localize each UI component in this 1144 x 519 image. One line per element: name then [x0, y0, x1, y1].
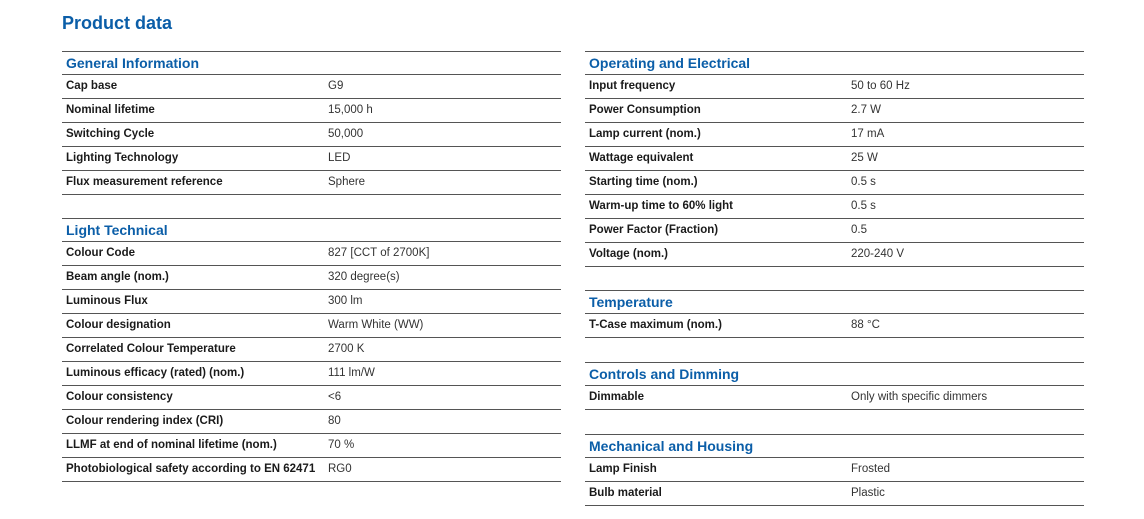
table-row [62, 458, 561, 482]
row-label: Starting time (nom.) [589, 176, 698, 188]
row-label: Wattage equivalent [589, 152, 694, 164]
row-value: 50 to 60 Hz [851, 80, 910, 92]
table-row [62, 290, 561, 314]
table-row [585, 147, 1084, 171]
operating-electrical-section [585, 51, 1084, 267]
row-value: Plastic [851, 487, 885, 499]
row-label: Warm-up time to 60% light [589, 200, 733, 212]
mechanical-housing-section [585, 434, 1084, 506]
table-row [62, 362, 561, 386]
table-row [62, 242, 561, 266]
table-row [62, 314, 561, 338]
row-value: 70 % [328, 439, 355, 451]
row-value: 827 [CCT of 2700K] [328, 247, 430, 259]
row-value: <6 [328, 391, 342, 403]
section-header [62, 51, 561, 75]
row-value: 25 W [851, 152, 878, 164]
table-row [585, 75, 1084, 99]
light-technical-section [62, 218, 561, 482]
section-header [585, 362, 1084, 386]
table-row [62, 147, 561, 171]
row-label: Bulb material [589, 487, 662, 499]
section-header [585, 434, 1084, 458]
row-label: Cap base [66, 80, 118, 92]
row-label: Flux measurement reference [66, 176, 223, 188]
row-value: Frosted [851, 463, 890, 475]
table-row [585, 123, 1084, 147]
row-value: 88 °C [851, 319, 880, 331]
row-label: Correlated Colour Temperature [66, 343, 236, 355]
row-value: 2.7 W [851, 104, 882, 116]
section-title: Mechanical and Housing [589, 438, 754, 454]
row-value: 0.5 s [851, 200, 876, 212]
section-title: Light Technical [66, 222, 168, 238]
table-row [585, 99, 1084, 123]
row-label: Colour rendering index (CRI) [66, 415, 224, 427]
row-value: LED [328, 152, 351, 164]
row-label: Lamp current (nom.) [589, 128, 701, 140]
general-information-section [62, 51, 561, 195]
row-value: 80 [328, 415, 341, 427]
table-row [585, 458, 1084, 482]
row-label: Luminous Flux [66, 295, 148, 307]
row-label: Lamp Finish [589, 463, 657, 475]
table-row [585, 482, 1084, 506]
table-row [62, 386, 561, 410]
table-row [62, 338, 561, 362]
table-row [62, 434, 561, 458]
row-value: 15,000 h [328, 104, 373, 116]
page-title: Product data [62, 13, 173, 33]
row-value: 50,000 [328, 128, 364, 140]
row-label: Colour designation [66, 319, 171, 331]
row-label: Colour Code [66, 247, 135, 259]
row-label: Power Consumption [589, 104, 701, 116]
row-label: Lighting Technology [66, 152, 179, 164]
row-value: 0.5 [851, 224, 867, 236]
row-label: LLMF at end of nominal lifetime (nom.) [66, 439, 277, 451]
row-label: Switching Cycle [66, 128, 155, 140]
row-label: Colour consistency [66, 391, 173, 403]
temperature-section [585, 290, 1084, 338]
row-label: Power Factor (Fraction) [589, 224, 719, 236]
row-value: G9 [328, 80, 344, 92]
table-row [585, 314, 1084, 338]
row-label: Dimmable [589, 391, 644, 403]
table-row [62, 410, 561, 434]
table-row [62, 75, 561, 99]
row-value: Sphere [328, 176, 366, 188]
row-value: Only with specific dimmers [851, 391, 988, 403]
row-value: 220-240 V [851, 248, 905, 260]
row-value: RG0 [328, 463, 352, 475]
section-title: General Information [66, 55, 200, 71]
table-row [62, 99, 561, 123]
row-value: 111 lm/W [328, 367, 375, 379]
row-value: 320 degree(s) [328, 271, 400, 283]
table-row [585, 171, 1084, 195]
row-value: Warm White (WW) [328, 319, 424, 331]
row-label: Luminous efficacy (rated) (nom.) [66, 367, 245, 379]
row-value: 300 lm [328, 295, 363, 307]
table-row [62, 123, 561, 147]
row-label: Nominal lifetime [66, 104, 155, 116]
row-label: T-Case maximum (nom.) [589, 319, 722, 331]
table-row [585, 243, 1084, 267]
table-row [585, 386, 1084, 410]
table-row [62, 171, 561, 195]
section-header [585, 51, 1084, 75]
section-title: Temperature [589, 294, 673, 310]
table-row [585, 195, 1084, 219]
row-value: 2700 K [328, 343, 365, 355]
row-value: 0.5 s [851, 176, 876, 188]
controls-dimming-section [585, 362, 1084, 410]
row-label: Beam angle (nom.) [66, 271, 169, 283]
row-label: Voltage (nom.) [589, 248, 669, 260]
row-label: Input frequency [589, 80, 676, 92]
section-title: Operating and Electrical [589, 55, 751, 71]
table-row [62, 266, 561, 290]
row-label: Photobiological safety according to EN 62471 [66, 463, 316, 475]
section-header [62, 218, 561, 242]
section-header [585, 290, 1084, 314]
table-row [585, 219, 1084, 243]
row-value: 17 mA [851, 128, 885, 140]
section-title: Controls and Dimming [589, 366, 740, 382]
